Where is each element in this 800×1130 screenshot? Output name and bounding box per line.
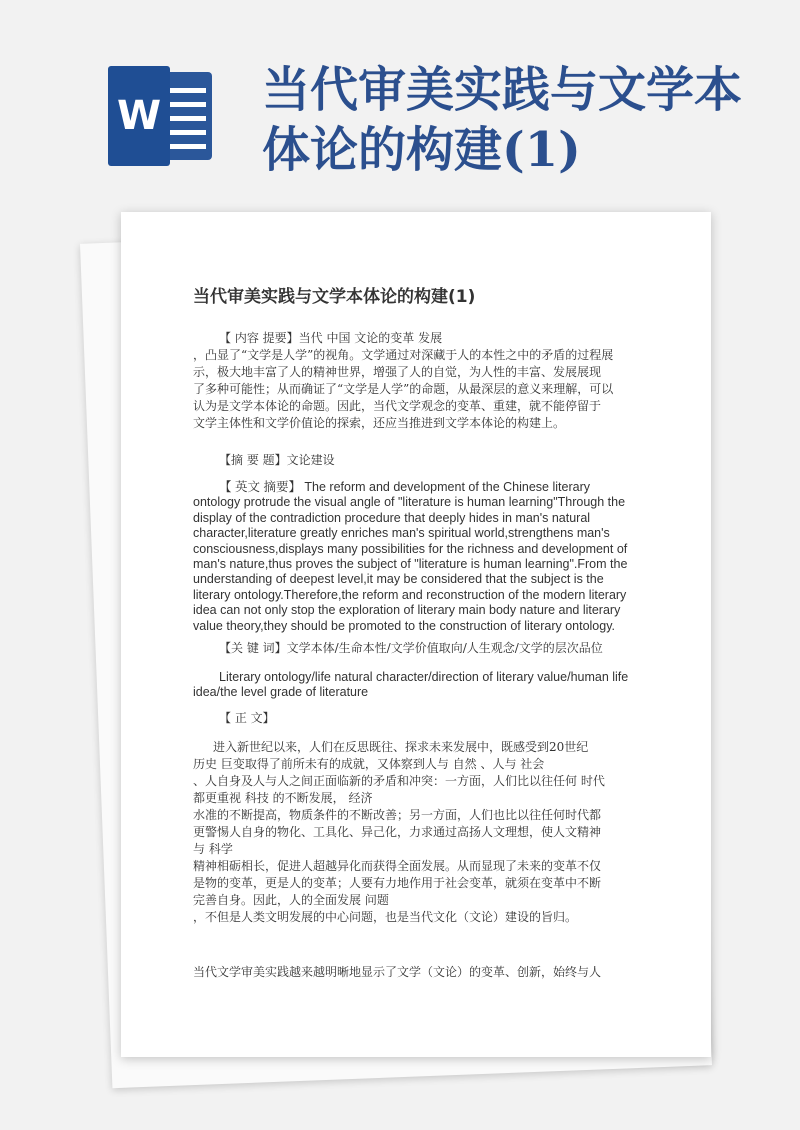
body-label: 【 正 文】 <box>219 711 275 725</box>
abstract-en-line: ontology protrude the visual angle of "literature is human learning"Through the <box>193 495 626 510</box>
body-last-line: 当代文学审美实践越来越明晰地显示了文学（文论）的变革、创新，始终与人 <box>193 965 602 979</box>
abstract-line: 文学主体性和文学价值论的探索，还应当推进到文学本体论的构建上。 <box>193 416 566 430</box>
abstract-line: 认为是文学本体论的命题。因此，当代文学观念的变革、重建，就不能停留于 <box>193 399 602 413</box>
page-title <box>262 60 782 180</box>
body-line: 是物的变革，更是人的变革；人要有力地作用于社会变革，就须在变革中不断 <box>193 876 602 890</box>
document-title: 当代审美实践与文学本体论的构建(1) <box>193 287 476 307</box>
keywords-en-line: idea/the level grade of literature <box>193 685 369 700</box>
body-line: 精神相砺相长，促进人超越异化而获得全面发展。从而显现了未来的变革不仅 <box>193 859 602 873</box>
abstract-en-line: value theory,they should be promoted to the construction of literary ontology. <box>193 618 616 633</box>
word-document-icon <box>108 66 216 166</box>
abstract-en-line: consciousness,displays many possibilities for the richness and development of <box>193 541 628 556</box>
keywords-cn: 【关 键 词】文学本体/生命本性/文学价值取向/人生观念/文学的层次品位 <box>219 641 603 655</box>
abstract-en-line: character,literature greatly enriches man's spiritual world,strengthens man's <box>193 526 610 541</box>
keywords-en <box>193 670 663 701</box>
abstract-en <box>193 480 663 634</box>
body-line: 、人自身及人与人之间正面临新的矛盾和冲突：一方面，人们比以往任何 时代 <box>193 774 605 788</box>
abstract-line: ，凸显了“文学是人学”的视角。文学通过对深藏于人的本性之中的矛盾的过程展 <box>193 348 614 362</box>
page-title-line-1: 当代审美实践与文学本 <box>262 62 743 118</box>
abstract-en-line: man's nature,thus proves the subject of "literature is human learning".From the <box>193 557 628 572</box>
body-line: 都更重视 科技 的不断发展， 经济 <box>193 791 373 805</box>
body-line: 完善自身。因此，人的全面发展 问题 <box>193 893 389 907</box>
abstract-en-line: 【 英文 摘要】 The reform and development of the Chinese literary <box>219 480 590 494</box>
abstract-en-line: literary ontology.Therefore,the reform and reconstruction of the modern literary <box>193 587 627 602</box>
body-line: 进入新世纪以来，人们在反思既往、探求未来发展中，既感受到20世纪 <box>213 740 589 754</box>
body-text <box>193 739 663 926</box>
page-title-line-2: 体论的构建(1) <box>262 122 581 178</box>
body-line: 更警惕人自身的物化、工具化、异己化，力求通过高扬人文理想，使人文精神 <box>193 825 602 839</box>
body-line: 水准的不断提高，物质条件的不断改善；另一方面，人们也比以往任何时代都 <box>193 808 602 822</box>
abstract-en-line: idea can not only stop the exploration of literary main body nature and literary <box>193 603 621 618</box>
abstract-en-line: understanding of deepest level,it may be considered that the subject is the <box>193 572 604 587</box>
keywords-en-line: Literary ontology/life natural character/direction of literary value/human life <box>219 670 629 684</box>
word-icon-letter: W <box>108 66 170 166</box>
page-header <box>0 0 800 200</box>
body-line: 历史 巨变取得了前所未有的成就，又体察到人与 自然 、人与 社会 <box>193 757 545 771</box>
subtitle-label: 【摘 要 题】文论建设 <box>219 453 335 467</box>
abstract-cn <box>193 330 663 432</box>
abstract-line: 【 内容 提要】当代 中国 文论的变革 发展 <box>219 331 443 345</box>
document-page <box>121 212 711 1057</box>
abstract-en-line: display of the contradiction procedure that deeply hides in man's natural <box>193 510 591 525</box>
body-line: ，不但是人类文明发展的中心问题，也是当代文化（文论）建设的旨归。 <box>193 910 578 924</box>
abstract-line: 示，极大地丰富了人的精神世界，增强了人的自觉，为人性的丰富、发展展现 <box>193 365 602 379</box>
body-line: 与 科学 <box>193 842 233 856</box>
abstract-line: 了多种可能性；从而确证了“文学是人学”的命题，从最深层的意义来理解，可以 <box>193 382 614 396</box>
